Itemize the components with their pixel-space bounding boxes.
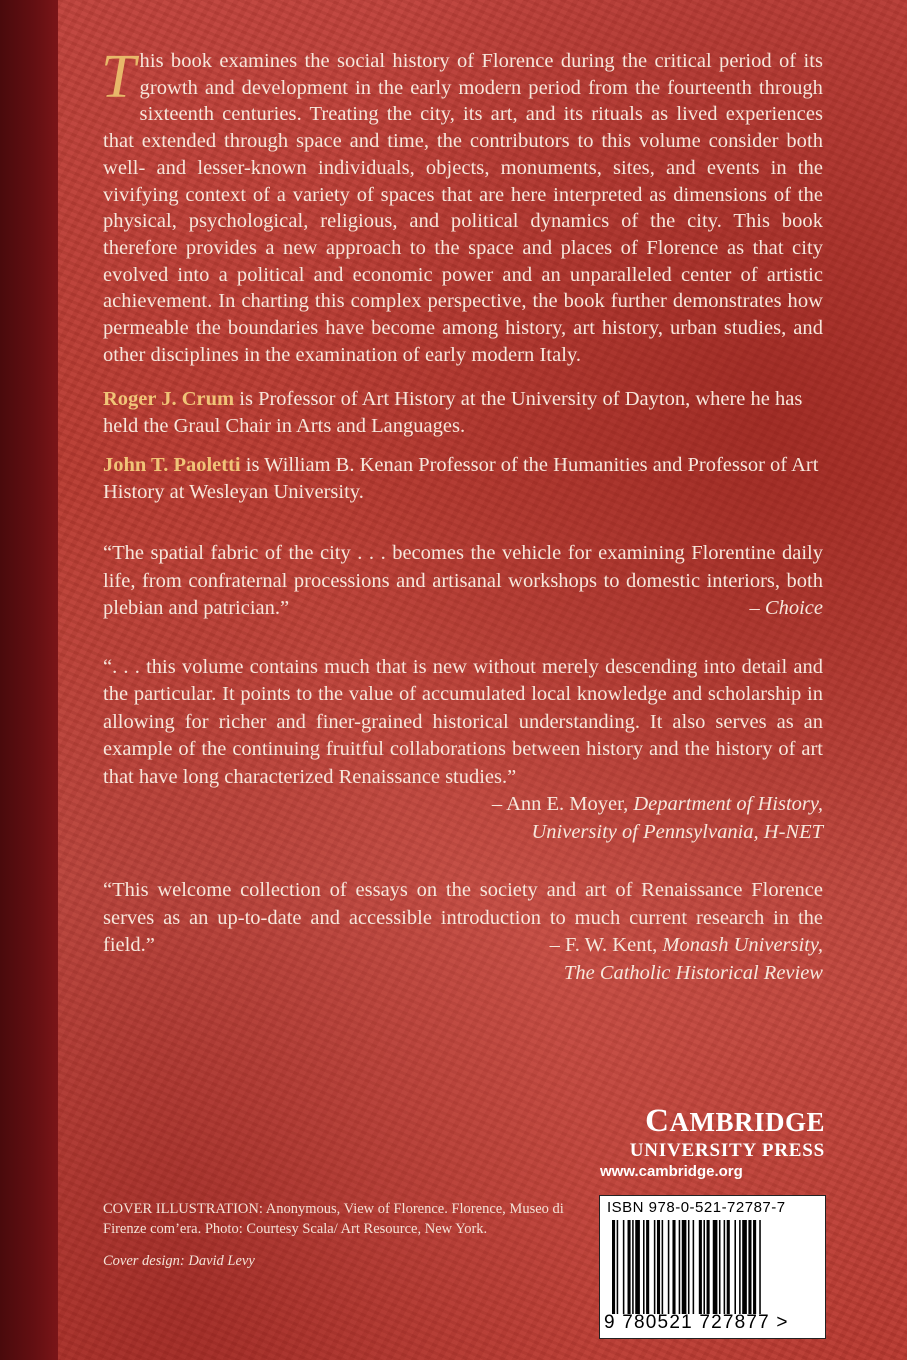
drop-cap: T bbox=[101, 43, 136, 111]
review-attribution-source: The Catholic Historical Review bbox=[563, 961, 823, 984]
barcode-bar bbox=[734, 1220, 736, 1314]
author-bio bbox=[103, 386, 823, 440]
cover-illustration-credit: COVER ILLUSTRATION: Anonymous, View of Florence. Florence, Museo di Firenze com’era. Photo: Courtesy Scala/ Art Resource, New York. bbox=[103, 1201, 564, 1237]
author-name: Roger J. Crum bbox=[103, 388, 235, 411]
author-bios bbox=[103, 386, 823, 506]
barcode-bar bbox=[707, 1220, 710, 1314]
review-quote-text: “. . . this volume contains much that is new without merely descending into detail and the particular. It points to the value of accumulated local knowledge and scholarship in allowing for richer and finer-grained historical understanding. It also serves as an example of the continuing fruitful collaborations between history and the history of art that have long characterized Renaissance studies.” bbox=[103, 655, 823, 788]
barcode-bar bbox=[753, 1220, 756, 1314]
barcode-bar bbox=[632, 1220, 634, 1314]
barcode-bar bbox=[628, 1220, 631, 1314]
barcode-bar bbox=[612, 1220, 615, 1314]
cover-credits bbox=[103, 1199, 573, 1271]
barcode-bar bbox=[739, 1220, 741, 1314]
review-quote bbox=[103, 877, 823, 987]
barcode-bar bbox=[719, 1220, 721, 1314]
barcode-bar bbox=[688, 1220, 690, 1314]
barcode-bar bbox=[679, 1220, 681, 1314]
review-attribution: – F. W. Kent, Monash University, bbox=[549, 934, 823, 957]
barcode-bar bbox=[635, 1220, 640, 1314]
publisher-logo bbox=[560, 1103, 825, 1182]
barcode-bar bbox=[727, 1220, 730, 1314]
barcode-bar bbox=[654, 1220, 656, 1314]
barcode-bar bbox=[643, 1220, 645, 1314]
barcode-bar bbox=[699, 1220, 702, 1314]
publisher-website: www.cambridge.org bbox=[600, 1163, 743, 1180]
barcode-bar bbox=[748, 1220, 751, 1314]
barcode-bar bbox=[672, 1220, 675, 1314]
spine-edge bbox=[0, 0, 58, 1360]
barcode-bar bbox=[617, 1220, 619, 1314]
author-name: John T. Paoletti bbox=[103, 454, 241, 477]
barcode-bar bbox=[713, 1220, 718, 1314]
barcode-bar bbox=[682, 1220, 687, 1314]
barcode-bar bbox=[623, 1220, 625, 1314]
review-quote bbox=[103, 654, 823, 847]
review-quote bbox=[103, 540, 823, 623]
review-attribution: – Ann E. Moyer, Department of History, bbox=[491, 793, 823, 816]
review-quote-text: “This welcome collection of essays on the society and art of Renaissance Florence serves as an up-to-date and accessible introduction to much current research in the field.” bbox=[103, 879, 823, 957]
publisher-press: UNIVERSITY PRESS bbox=[629, 1140, 825, 1161]
review-attribution-source: University of Pennsylvania, H-NET bbox=[531, 820, 823, 843]
book-description-text: his book examines the social history of Florence during the critical period of its growth and development in the early modern period from the fourteenth through sixteenth centuries. Treating the city, its art, and its rituals as lived experiences that extended through space and time, the contributors to this volume consider both well- and lesser-known individuals, objects, monuments, sites, and events in the vivifying context of a variety of spaces that are here interpreted as dimensions of the physical, psychological, religious, and political dynamics of the city. This book therefore provides a new approach to the space and places of Florence as that city evolved into a political and economic power and an unparalleled center of artistic achievement. In charting this complex perspective, the book further demonstrates how permeable the boundaries have become among history, art history, urban studies, and other disciplines in the examination of early modern Italy. bbox=[103, 50, 823, 366]
barcode-bar bbox=[693, 1220, 695, 1314]
cover-design-credit: Cover design: David Levy bbox=[103, 1253, 255, 1269]
author-bio bbox=[103, 452, 823, 506]
barcode-bar bbox=[657, 1220, 660, 1314]
author-bio-text: is Professor of Art History at the University of Dayton, where he has held the Graul Chair in Arts and Languages. bbox=[103, 388, 803, 438]
barcode-bar bbox=[759, 1220, 761, 1314]
author-bio-text: is William B. Kenan Professor of the Humanities and Professor of Art History at Wesleyan University. bbox=[103, 454, 819, 504]
barcode-bar bbox=[742, 1220, 747, 1314]
barcode-bars bbox=[612, 1220, 812, 1314]
publisher-name: CAMBRIDGE bbox=[645, 1103, 825, 1139]
cover-text-column bbox=[101, 43, 823, 987]
barcode-bar bbox=[703, 1220, 705, 1314]
review-quote-text: “The spatial fabric of the city . . . becomes the vehicle for examining Florentine daily life, from confraternal processions and artisanal workshops to domestic interiors, both plebian and patrician.” bbox=[103, 542, 823, 620]
barcode-digits: 9 780521 727877 > bbox=[604, 1312, 789, 1333]
isbn-barcode bbox=[599, 1195, 826, 1339]
review-attribution: – Choice bbox=[749, 597, 823, 620]
barcode-bar bbox=[662, 1220, 664, 1314]
barcode-bar bbox=[646, 1220, 649, 1314]
isbn-label: ISBN 978-0-521-72787-7 bbox=[607, 1199, 786, 1216]
book-description bbox=[101, 43, 823, 368]
barcode-bar bbox=[668, 1220, 670, 1314]
barcode-bar bbox=[724, 1220, 726, 1314]
